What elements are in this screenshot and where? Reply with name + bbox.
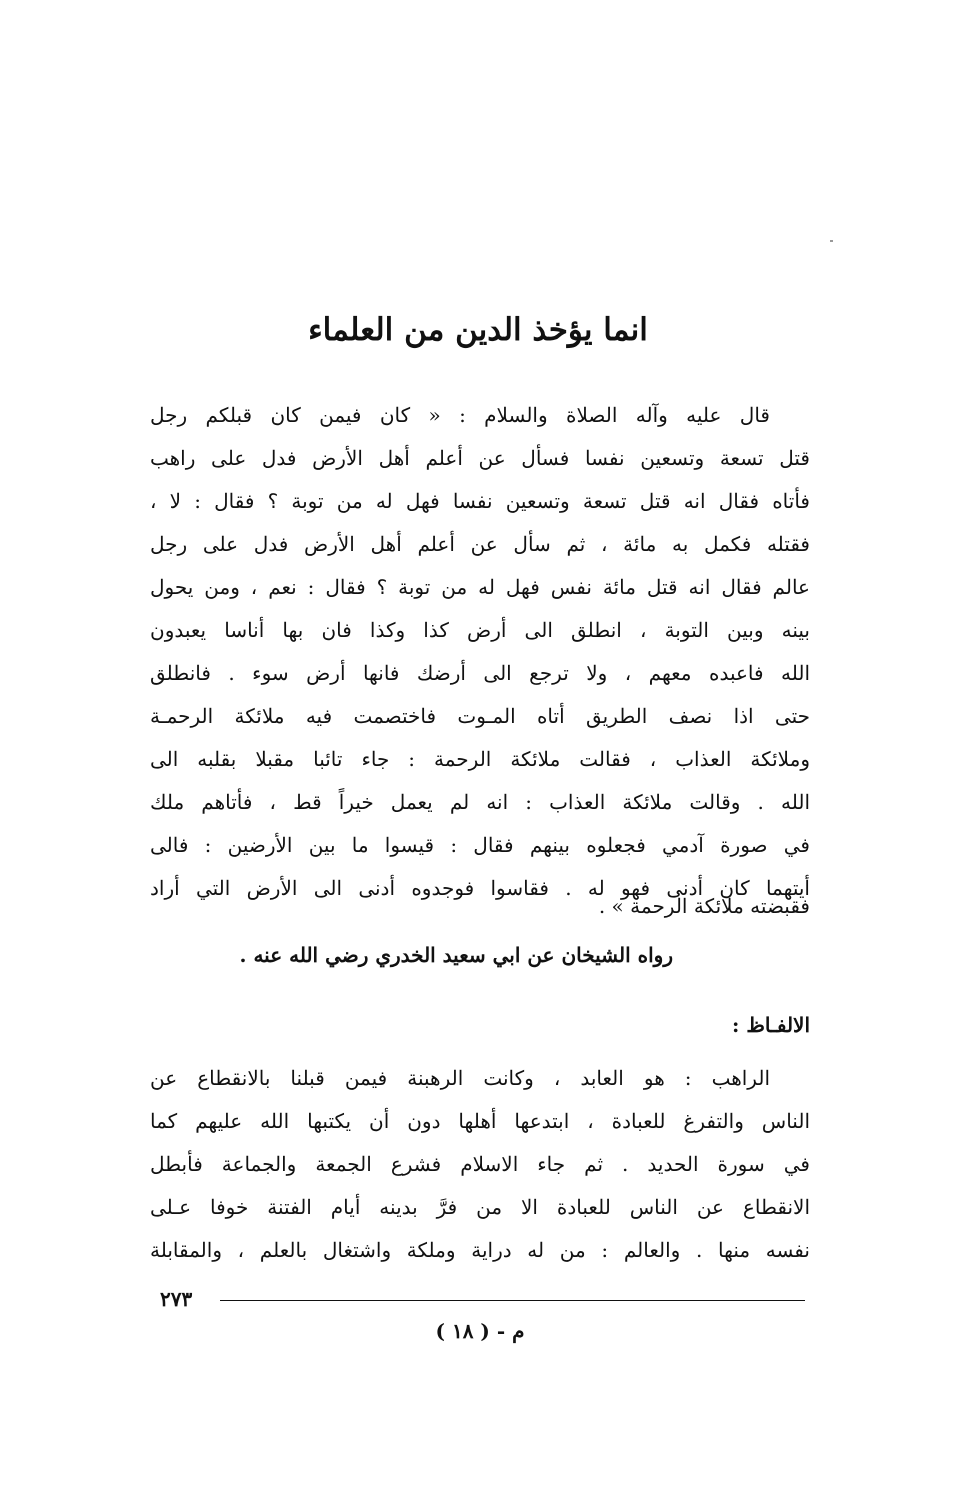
hadith-line: فقتله فكمل به مائة ، ثم سأل عن أعلم أهل الأرض فدل على رجل [150,532,810,556]
vocabulary-heading: الالفـاظ : [732,1013,810,1037]
hadith-line: قتل تسعة وتسعين نفسا فسأل عن أعلم أهل الأرض فدل على راهب [150,446,810,470]
hadith-line: الله فاعبده معهم ، ولا ترجع الى أرضك فانها أرض سوء . فانطلق [150,661,810,685]
hadith-source: رواه الشيخان عن ابي سعيد الخدري رضي الله عنه . [239,943,673,967]
hadith-line: فأتاه فقال انه قتل تسعة وتسعين نفسا فهل له من توبة ؟ فقال : لا ، [150,489,810,513]
hadith-line-last: فقبضته ملائكة الرحمة » . [598,894,810,918]
vocabulary-line: الراهب : هو العابد ، وكانت الرهبنة فيمن قبلنا بالانقطاع عن [150,1066,770,1090]
vocabulary-line: الانقطاع عن الناس للعبادة الا من فرَّ بدينه أيام الفتنة خوفا عـلى [150,1195,810,1219]
hadith-line: في صورة آدمي فجعلوه بينهم فقال : قيسوا ما بين الأرضين : فالى [150,833,810,857]
vocabulary-line: الناس والتفرغ للعبادة ، ابتدعها أهلها دون أن يكتبها الله عليهم كما [150,1109,810,1133]
vocabulary-line: في سورة الحديد . ثم جاء الاسلام فشرع الجمعة والجماعة فأبطل [150,1152,810,1176]
hadith-line: قال عليه وآله الصلاة والسلام : « كان فيمن كان قبلكم رجل [150,403,770,427]
page-number: ٢٧٣ [160,1287,193,1311]
scan-speck [830,240,833,242]
footer-rule [220,1300,805,1301]
printer-signature: م - ( ١٨ ) [435,1319,525,1343]
hadith-line: أيتهما كان أدنى فهو له . فقاسوا فوجدوه أدنى الى الأرض التي أراد [150,876,810,900]
hadith-line: وملائكة العذاب ، فقالت ملائكة الرحمة : جاء تائبا مقبلا بقلبه الى [150,747,810,771]
hadith-line: حتى اذا نصف الطريق أتاه المـوت فاختصمت فيه ملائكة الرحمـة [150,704,810,728]
hadith-line: بينه وبين التوبة ، انطلق الى أرض كذا وكذا فان بها أناسا يعبدون [150,618,810,642]
vocabulary-line: نفسه منها . والعالم : من له دراية وملكة واشتغال بالعلم ، والمقابلة [150,1238,810,1262]
hadith-line: الله . وقالت ملائكة العذاب : انه لم يعمل خيراً قط ، فأتاهم ملك [150,790,810,814]
page-title: انما يؤخذ الدين من العلماء [308,312,648,348]
hadith-line: عالم فقال انه قتل مائة نفس فهل له من توبة ؟ فقال : نعم ، ومن يحول [150,575,810,599]
